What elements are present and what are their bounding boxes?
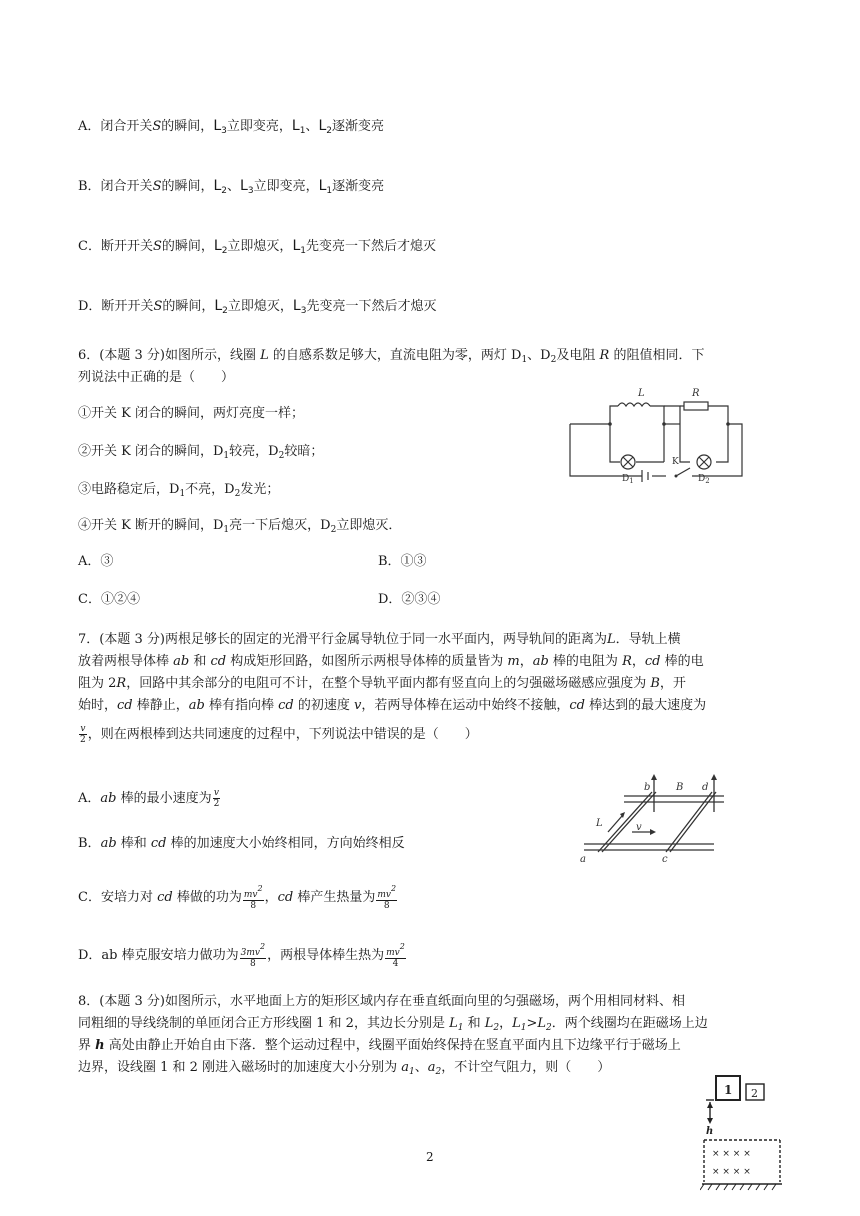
q6-option-b: B．①③ — [378, 554, 427, 569]
q6-fig-label-d1: $D_1$ — [622, 474, 634, 484]
q6-option-d: D．②③④ — [378, 592, 441, 607]
q7-fig-label-a: a — [580, 854, 586, 864]
q7-stem-line4: 始时，cd 棒静止，ab 棒有指向棒 cd 的初速度 v，若两导体棒在运动中始终不接触，cd 棒达到的最大速度为 — [78, 698, 707, 713]
q8-stem-line2: 同粗细的导线绕制的单匝闭合正方形线圈 1 和 2，其边长分别是 $L_1$ 和 $L_2$，$L_1>L_2$．两个线圈均在距磁场上边 — [78, 1016, 708, 1033]
q6-stem-line1: 6．(本题 3 分)如图所示，线圈 L 的自感系数足够大，直流电阻为零，两灯 $D_1$、$D_2$及电阻 R 的阻值相同．下 — [78, 348, 705, 365]
q8-coils-diagram — [700, 1070, 784, 1196]
q7-option-c: C．安培力对 cd 棒做的功为 $\frac{mv2}{8}$ ，cd 棒产生热量为 $\frac{mv2}{8}$ — [78, 884, 397, 911]
q6-fig-label-l: L — [638, 388, 645, 399]
q7-option-d: D．ab 棒克服安培力做功为 $\frac{3mv2}{8}$ ，两根导体棒生热为 $\frac{mv2}{4}$ — [78, 942, 405, 969]
q6-fig-label-d2: $D_2$ — [698, 474, 710, 484]
q7-rails-diagram — [578, 772, 728, 864]
q6-fig-label-k: K — [672, 457, 679, 467]
q7-fig-label-c: c — [662, 854, 668, 864]
q6-circuit-diagram — [560, 384, 750, 484]
q7-fig-label-v: v — [636, 822, 642, 833]
q7-stem-line3: 阻为 2R，回路中其余部分的电阻可不计，在整个导轨平面内都有竖直向上的匀强磁场磁感应强度为 B，开 — [78, 676, 686, 691]
q7-fig-label-d: d — [702, 782, 709, 793]
q8-stem-line1: 8．(本题 3 分)如图所示，水平地面上方的矩形区域内存在垂直纸面向里的匀强磁场，两个用相同材料、相 — [78, 994, 685, 1009]
q8-field-marks-row1: × × × × — [712, 1149, 751, 1159]
q8-fig-label-2: 2 — [751, 1087, 758, 1100]
q8-fig-label-1: 1 — [724, 1083, 733, 1097]
q8-fig-label-h: h — [706, 1126, 714, 1137]
q8-stem-line4: 边界，设线圈 1 和 2 刚进入磁场时的加速度大小分别为 $a_1$、$a_2$，不计空气阻力，则（ ） — [78, 1060, 611, 1077]
q8-field-marks-row2: × × × × — [712, 1167, 751, 1177]
q7-option-a: A．ab 棒的最小速度为 $\frac{v}{2}$ — [78, 788, 220, 809]
q7-stem-line2: 放着两根导体棒 ab 和 cd 构成矩形回路，如图所示两根导体棒的质量皆为 m，ab 棒的电阻为 R，cd 棒的电 — [78, 654, 704, 669]
q7-fig-label-b-rod: b — [644, 782, 651, 793]
q6-statement-3: ③电路稳定后，$D_1$不亮，$D_2$发光； — [78, 482, 280, 499]
q7-option-b: B．ab 棒和 cd 棒的加速度大小始终相同，方向始终相反 — [78, 836, 405, 851]
q8-stem-line3: 界 h 高处由静止开始自由下落．整个运动过程中，线圈平面始终保持在竖直平面内且下边缘平行于磁场上 — [78, 1038, 681, 1053]
q6-statement-2: ②开关 K 闭合的瞬间，$D_1$较亮，$D_2$较暗； — [78, 444, 324, 461]
q7-fig-label-l: L — [596, 818, 603, 829]
q6-option-c: C．①②④ — [78, 592, 140, 607]
q7-stem-line1: 7．(本题 3 分)两根足够长的固定的光滑平行金属导轨位于同一水平面内，两导轨间的距离为L．导轨上横 — [78, 632, 681, 647]
q7-fig-label-b-field: B — [676, 782, 684, 793]
q5-option-d: D．断开开关S的瞬间，$L_2$立即熄灭，$L_3$先变亮一下然后才熄灭 — [78, 298, 437, 316]
q5-option-a: A．闭合开关S的瞬间，$L_3$立即变亮，$L_1$、$L_2$逐渐变亮 — [78, 118, 384, 136]
q6-stem-line2: 列说法中正确的是（ ） — [78, 370, 235, 385]
q6-statement-4: ④开关 K 断开的瞬间，$D_1$亮一下后熄灭，$D_2$立即熄灭． — [78, 518, 402, 535]
q5-option-b: B．闭合开关S的瞬间，$L_2$、$L_3$立即变亮，$L_1$逐渐变亮 — [78, 178, 385, 196]
q6-option-a: A．③ — [78, 554, 114, 569]
q6-fig-label-r: R — [692, 388, 700, 399]
page-number: 2 — [426, 1150, 434, 1164]
q7-stem-line5: $\frac{v}{2}$ ，则在两根棒到达共同速度的过程中，下列说法中错误的是（ ） — [80, 724, 478, 745]
q6-statement-1: ①开关 K 闭合的瞬间，两灯亮度一样； — [78, 406, 304, 421]
q5-option-c: C．断开开关S的瞬间，$L_2$立即熄灭，$L_1$先变亮一下然后才熄灭 — [78, 238, 436, 256]
